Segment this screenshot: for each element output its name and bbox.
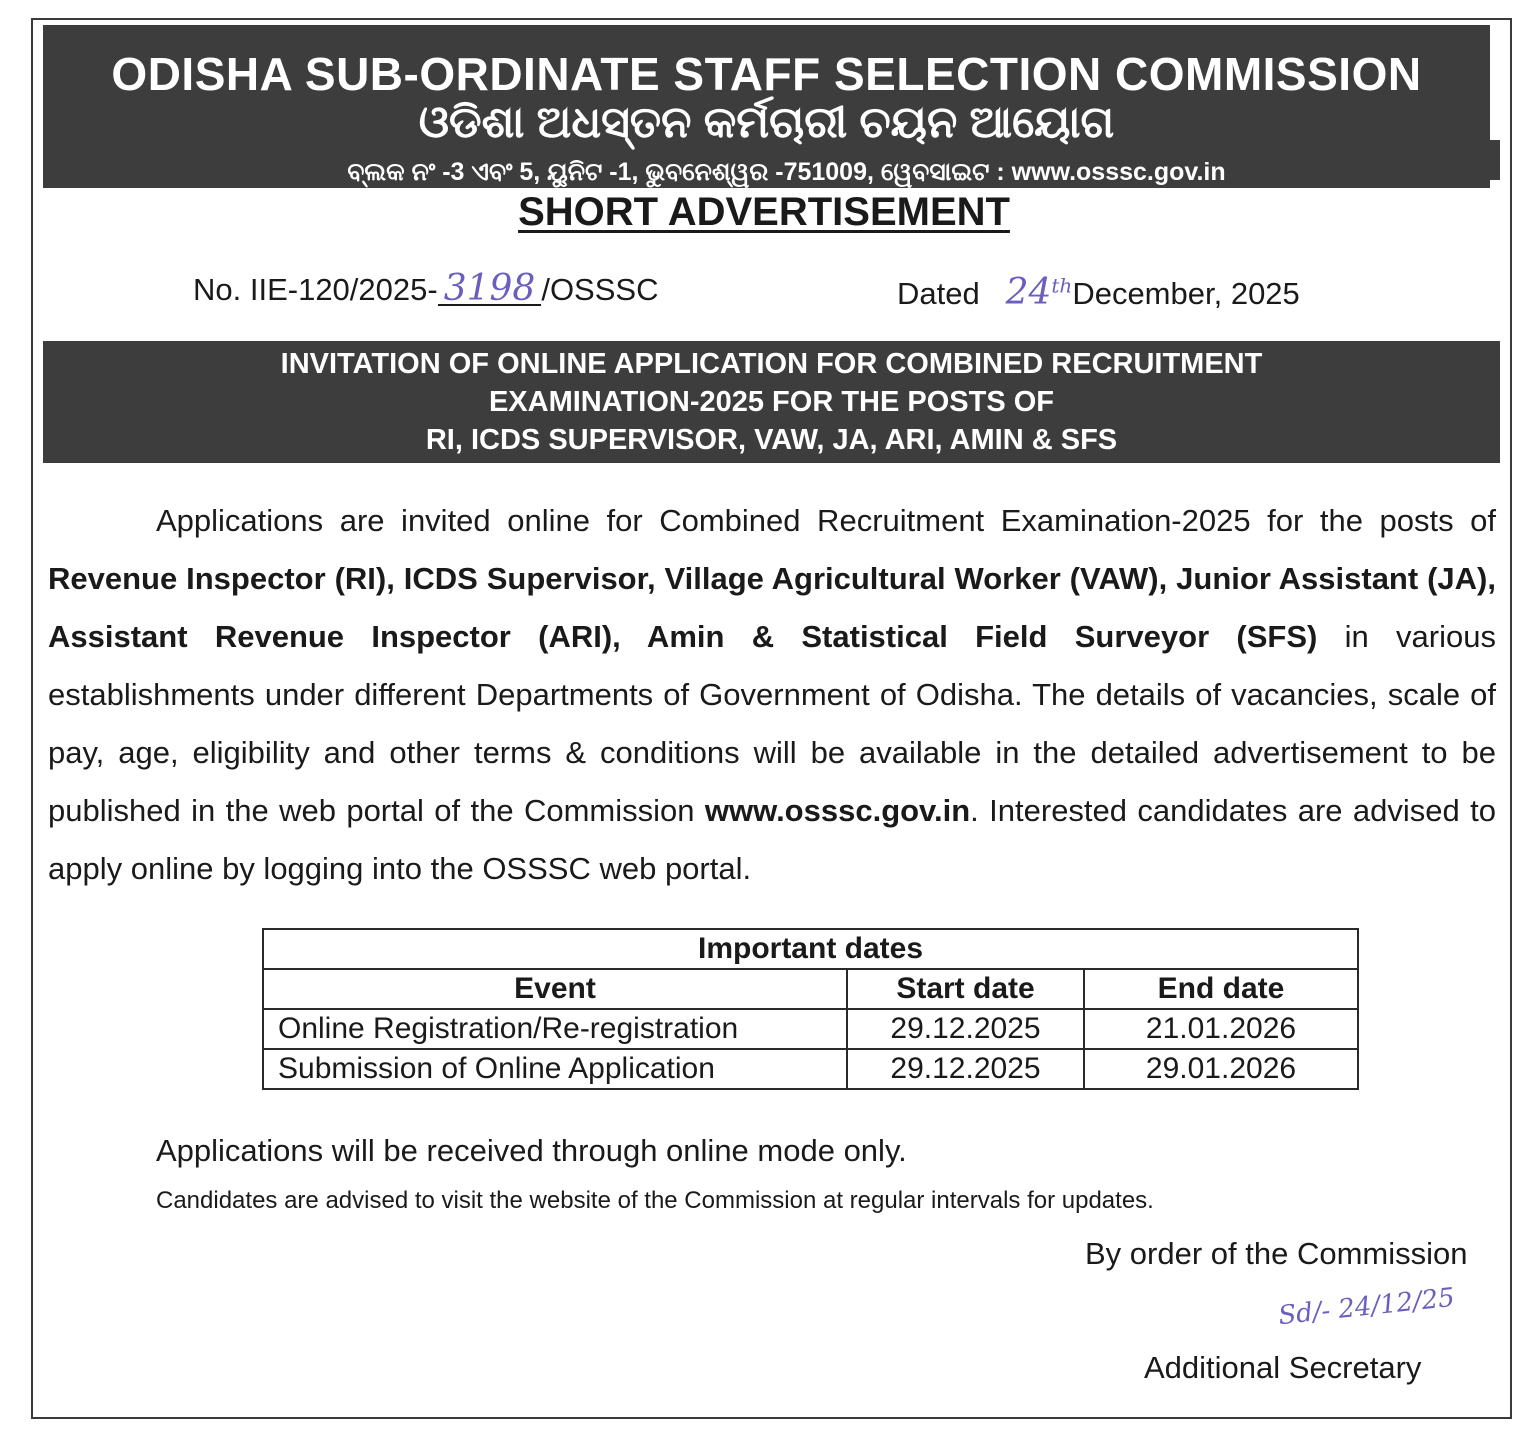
body-middle: in various establishments under different Departments of Government of Odisha. The details of vacancies, scale of pay, age, eligibility and other terms & conditions will be available in the detailed advertisement to be published in the web portal of the Commission bbox=[48, 619, 1496, 828]
table-row bbox=[263, 1009, 1358, 1049]
handwritten-reference-number: 3198 bbox=[438, 274, 542, 306]
signatory-designation: Additional Secretary bbox=[1144, 1350, 1422, 1385]
start-date-cell: 29.12.2025 bbox=[847, 1049, 1084, 1089]
organization-title-odia: ଓଡିଶା ଅଧସ୍ତନ କର୍ମଚାରୀ ଚୟନ ଆୟୋଗ bbox=[418, 98, 1115, 147]
column-header-start-date: Start date bbox=[847, 969, 1084, 1009]
body-paragraph bbox=[48, 492, 1496, 898]
event-cell: Online Registration/Re-registration bbox=[263, 1009, 847, 1049]
page-title: SHORT ADVERTISEMENT bbox=[518, 190, 1010, 234]
dated-line bbox=[897, 272, 1300, 313]
invitation-banner bbox=[43, 341, 1500, 463]
end-date-cell: 29.01.2026 bbox=[1084, 1049, 1358, 1089]
handwritten-day: 24 bbox=[1005, 272, 1052, 313]
organization-title: ODISHA SUB-ORDINATE STAFF SELECTION COMMISSION bbox=[111, 48, 1422, 100]
start-date-cell: 29.12.2025 bbox=[847, 1009, 1084, 1049]
handwritten-day-suffix: th bbox=[1051, 273, 1073, 298]
table-title: Important dates bbox=[263, 929, 1358, 969]
reference-number bbox=[193, 268, 659, 309]
by-order-text: By order of the Commission bbox=[1085, 1236, 1468, 1271]
column-header-end-date: End date bbox=[1084, 969, 1358, 1009]
banner-line-2: EXAMINATION-2025 FOR THE POSTS OF bbox=[488, 386, 1055, 418]
reference-suffix: /OSSSC bbox=[541, 272, 659, 307]
event-cell: Submission of Online Application bbox=[263, 1049, 847, 1089]
important-dates-table bbox=[262, 928, 1359, 1090]
end-date-cell: 21.01.2026 bbox=[1084, 1009, 1358, 1049]
body-intro: Applications are invited online for Combined Recruitment Examination-2025 for the posts of bbox=[156, 503, 1496, 538]
short-advertisement-heading-wrap bbox=[0, 190, 1538, 235]
header-band bbox=[43, 25, 1490, 188]
banner-line-3: RI, ICDS SUPERVISOR, VAW, JA, ARI, AMIN & SFS bbox=[425, 424, 1118, 456]
posts-list: Revenue Inspector (RI), ICDS Supervisor, Village Agricultural Worker (VAW), Junior Assistant (JA), Assistant Revenue Inspector (ARI), Amin & Statistical Field Surveyor (SFS) bbox=[48, 561, 1496, 654]
online-only-note: Applications will be received through online mode only. bbox=[156, 1133, 907, 1168]
banner-line-1: INVITATION OF ONLINE APPLICATION FOR COMBINED RECRUITMENT bbox=[280, 348, 1263, 380]
website-link[interactable]: www.osssc.gov.in bbox=[704, 793, 971, 828]
visit-website-note: Candidates are advised to visit the website of the Commission at regular intervals for updates. bbox=[156, 1187, 1154, 1214]
dated-month-year: December, 2025 bbox=[1072, 276, 1300, 311]
organization-address: ବ୍ଲକ ନଂ -3 ଏବଂ 5, ୟୁନିଟ -1, ଭୁବନେଶ୍ୱର -751009, ୱେବସାଇଟ : www.osssc.gov.in bbox=[347, 158, 1226, 186]
handwritten-signature: Sd/- 24/12/25 bbox=[1276, 1282, 1457, 1332]
reference-prefix: No. IIE-120/2025- bbox=[193, 272, 438, 307]
body-end: . Interested candidates are advised to apply online by logging into the OSSSC web portal. bbox=[48, 793, 1496, 886]
table-row bbox=[263, 1049, 1358, 1089]
column-header-event: Event bbox=[263, 969, 847, 1009]
dated-label: Dated bbox=[897, 276, 980, 311]
